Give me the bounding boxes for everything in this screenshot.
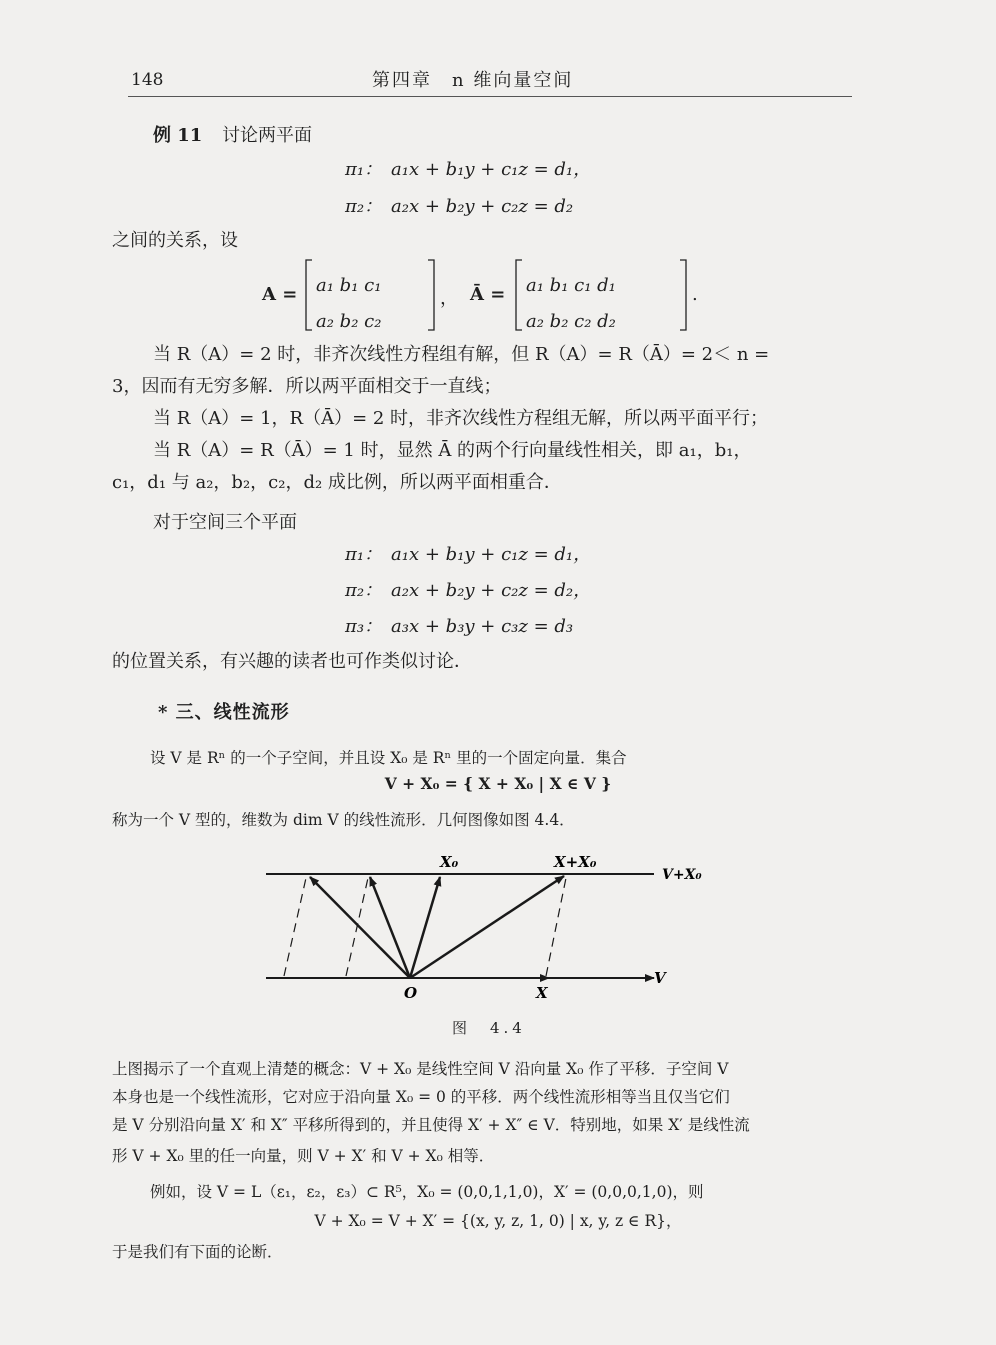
after-figure-line-1: 上图揭示了一个直观上清楚的概念：V + X₀ 是线性空间 V 沿向量 X₀ 作了平移．子空间 V bbox=[112, 1060, 729, 1078]
matrix-abar-row-1: a₁ b₁ c₁ d₁ bbox=[526, 275, 616, 296]
figure-caption: 图 4.4 bbox=[452, 1019, 526, 1037]
header-rule bbox=[128, 96, 852, 97]
matrix-period: . bbox=[692, 284, 698, 305]
matrix-separator: ， bbox=[440, 288, 458, 309]
matrix-a-row-1: a₁ b₁ c₁ bbox=[316, 275, 382, 296]
matrix-abar-rows bbox=[526, 268, 616, 340]
paragraph-1-line-1: 当 R（A）= 2 时，非齐次线性方程组有解，但 R（A）= R（Ā）= 2＜ n = bbox=[153, 344, 770, 365]
figure-4-4 bbox=[262, 852, 712, 1004]
example-formula: V + X₀ = V + X′ = {(x, y, z, 1, 0) | x, y, z ∈ R}， bbox=[314, 1212, 682, 1230]
dashed-line-3 bbox=[546, 878, 566, 976]
paragraph-1-line-2: 3，因而有无穷多解．所以两平面相交于一直线； bbox=[112, 376, 502, 397]
label-v: V bbox=[654, 969, 666, 987]
label-origin: O bbox=[404, 984, 418, 1002]
equation-3-pi3: π₃： a₃x + b₃y + c₃z = d₃ bbox=[345, 616, 574, 637]
page-number: 148 bbox=[131, 70, 164, 90]
example-intro: 讨论两平面 bbox=[222, 125, 313, 146]
conclusion: 于是我们有下面的论断． bbox=[112, 1243, 283, 1261]
paragraph-3-line-1: 当 R（A）= R（Ā）= 1 时，显然 Ā 的两个行向量线性相关，即 a₁，b₁， bbox=[153, 440, 752, 461]
after-figure-line-3: 是 V 分别沿向量 X′ 和 X″ 平移所得到的，并且使得 X′ + X″ ∈ V．特别地，如果 X′ 是线性流 bbox=[112, 1116, 750, 1134]
label-x-plus-x0: X+X₀ bbox=[554, 853, 597, 871]
example-label: 例 11 bbox=[153, 125, 203, 146]
equation-3-pi2: π₂： a₂x + b₂y + c₂z = d₂， bbox=[345, 580, 592, 601]
vector-x-plus-x0 bbox=[410, 876, 564, 978]
definition-line-2: 称为一个 V 型的，维数为 dim V 的线性流形．几何图像如图 4.4． bbox=[112, 811, 575, 829]
label-x0: X₀ bbox=[440, 853, 459, 871]
vector-to-point-1 bbox=[310, 877, 410, 978]
matrix-abar-label: Ā = bbox=[470, 284, 506, 305]
matrix-a-rows bbox=[316, 268, 381, 340]
dashed-line-2 bbox=[346, 878, 368, 976]
label-x: X bbox=[536, 984, 548, 1002]
matrix-a-row-2: a₂ b₂ c₂ bbox=[316, 311, 382, 332]
vector-x0 bbox=[410, 877, 440, 978]
label-v-plus-x0: V+X₀ bbox=[662, 867, 702, 883]
example-line: 例如，设 V = L（ε₁，ε₂，ε₃）⊂ R⁵，X₀ = (0,0,1,1,0)，X′ = (0,0,0,1,0)，则 bbox=[150, 1183, 704, 1201]
after-figure-line-2: 本身也是一个线性流形，它对应于沿向量 X₀ = 0 的平移．两个线性流形相等当且仅当它们 bbox=[112, 1088, 730, 1106]
relation-text: 之间的关系，设 bbox=[112, 230, 238, 251]
equation-3-pi1: π₁： a₁x + b₁y + c₁z = d₁， bbox=[345, 544, 592, 565]
section-title: * 三、线性流形 bbox=[158, 702, 290, 723]
dashed-line-1 bbox=[284, 878, 306, 976]
definition-line-1: 设 V 是 Rⁿ 的一个子空间，并且设 X₀ 是 Rⁿ 里的一个固定向量．集合 bbox=[150, 749, 627, 767]
equation-pi1: π₁： a₁x + b₁y + c₁z = d₁， bbox=[345, 159, 592, 180]
definition-formula: V + X₀ = { X + X₀ | X ∈ V } bbox=[384, 774, 612, 793]
matrix-abar-row-2: a₂ b₂ c₂ d₂ bbox=[526, 311, 616, 332]
chapter-title: 第四章 n 维向量空间 bbox=[372, 70, 574, 91]
after-figure-line-4: 形 V + X₀ 里的任一向量，则 V + X′ 和 V + X₀ 相等． bbox=[112, 1147, 495, 1165]
vector-to-point-2 bbox=[370, 877, 410, 978]
position-note: 的位置关系，有兴趣的读者也可作类似讨论． bbox=[112, 651, 472, 672]
example-heading bbox=[153, 122, 312, 151]
paragraph-3-line-2: c₁，d₁ 与 a₂，b₂，c₂，d₂ 成比例，所以两平面相重合． bbox=[112, 472, 562, 493]
matrix-a-label: A = bbox=[262, 284, 298, 305]
three-planes-intro: 对于空间三个平面 bbox=[153, 512, 297, 533]
equation-pi2: π₂： a₂x + b₂y + c₂z = d₂ bbox=[345, 196, 574, 217]
paragraph-2: 当 R（A）= 1，R（Ā）= 2 时，非齐次线性方程组无解，所以两平面平行； bbox=[153, 408, 769, 429]
